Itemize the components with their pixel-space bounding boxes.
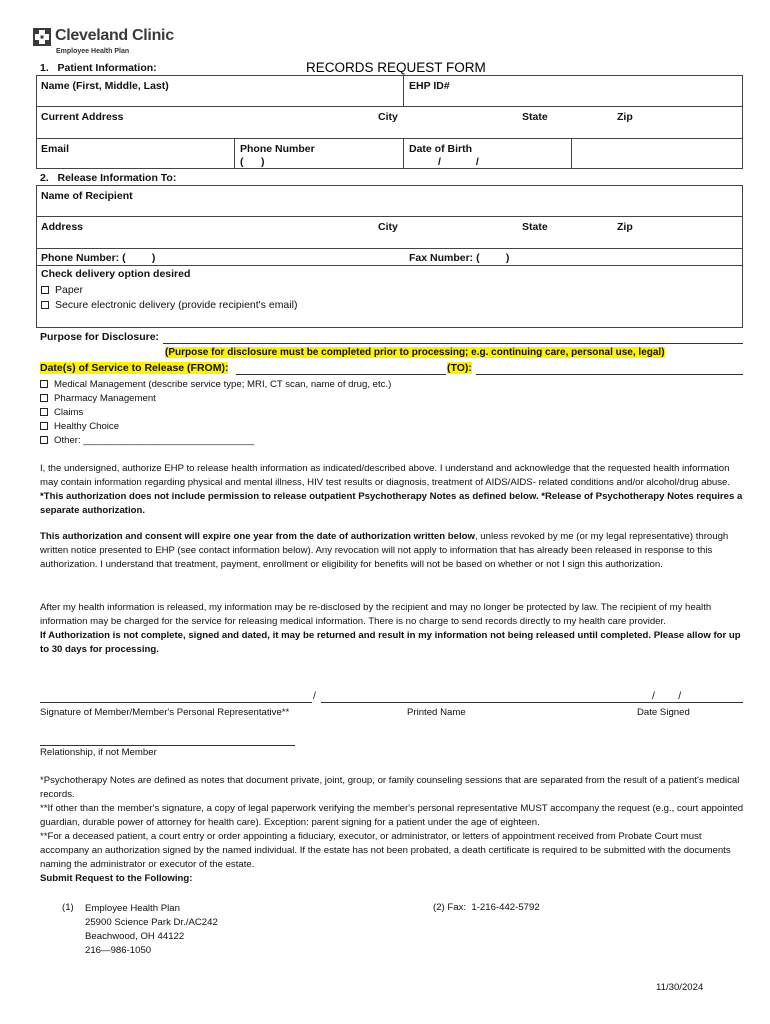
footnote-psychotherapy: *Psychotherapy Notes are defined as notes that document private, joint, group, or family counseling sessions that are separated from the result of a patient's medical records.: [40, 775, 740, 800]
checkbox[interactable]: [40, 408, 48, 416]
divider: [36, 248, 743, 249]
dates-from-label: Date(s) of Service to Release (FROM):: [40, 362, 229, 374]
signature-label: Signature of Member/Member's Personal Representative**: [40, 707, 290, 718]
divider: [36, 138, 743, 139]
date-signed-slashes: / /: [652, 690, 682, 702]
category-pharmacy[interactable]: Pharmacy Management: [40, 393, 156, 404]
checkbox[interactable]: [41, 286, 49, 294]
recipient-zip-field[interactable]: Zip: [617, 221, 633, 233]
form-title: RECORDS REQUEST FORM: [306, 60, 486, 75]
printed-name-label: Printed Name: [407, 707, 466, 718]
recipient-state-field[interactable]: State: [522, 221, 548, 233]
category-medical[interactable]: Medical Management (describe service type; MRI, CT scan, name of drug, etc.): [40, 379, 391, 390]
submit-heading: Submit Request to the Following:: [40, 873, 193, 884]
checkbox[interactable]: [40, 436, 48, 444]
date-signed-label: Date Signed: [637, 707, 690, 718]
email-field[interactable]: Email: [41, 143, 70, 155]
checkbox[interactable]: [40, 380, 48, 388]
dob-slashes: / /: [438, 156, 479, 168]
delivery-heading: Check delivery option desired: [41, 268, 191, 280]
recipient-fax-field[interactable]: Fax Number: ( ): [409, 252, 510, 264]
footnote-representative: **If other than the member's signature, a copy of legal paperwork verifying the member's personal representative MUST accompany the request (e.g., court appointed guardian, durable power of attorney for health care). Exception: parent signing for a patient under the age of eighteen.: [40, 803, 744, 828]
section1-heading: 1. Patient Information:: [40, 62, 157, 74]
category-healthy-choice[interactable]: Healthy Choice: [40, 421, 119, 432]
checkbox[interactable]: [41, 301, 49, 309]
recipient-phone-field[interactable]: Phone Number: ( ): [41, 252, 156, 264]
authorization-paragraph-1: I, the undersigned, authorize EHP to release health information as indicated/described above. I understand and acknowledge that the requested health information may contain information regarding physical and mental illness, HIV test results or diagnosis, treatment of AIDS/AIDS- related conditions and/or alcohol/drug abuse. *This authorization does not include permission to release outpatient Psychotherapy Notes as defined below. *Release of Psychotherapy Notes requires a separate authorization.: [40, 463, 743, 516]
authorization-paragraph-2: This authorization and consent will expire one year from the date of authorization written below, unless revoked by me (or my legal representative) through written notice presented to EHP (see contact information below). Any revocation will not apply to information that has already been released in response to this authorization. I understand that treatment, payment, enrollment or eligibility for benefits will not be based on whether or not I sign this authorization.: [40, 531, 729, 570]
delivery-paper-option[interactable]: Paper: [41, 284, 83, 296]
logo-subtitle: Employee Health Plan: [56, 48, 130, 55]
recipient-address-field[interactable]: Address: [41, 221, 84, 233]
divider: [36, 106, 743, 107]
current-address-field[interactable]: Current Address: [41, 111, 124, 123]
relationship-label: Relationship, if not Member: [40, 747, 157, 758]
signature-input[interactable]: [40, 702, 312, 703]
city-field[interactable]: City: [378, 111, 398, 123]
logo-name: Cleveland Clinic: [55, 27, 174, 44]
printed-name-input[interactable]: [321, 702, 650, 703]
divider: [571, 138, 572, 169]
submit-address: Employee Health Plan 25900 Science Park Dr./AC242 Beachwood, OH 44122 216—986-1050: [85, 903, 218, 956]
submit-number-1: (1): [62, 902, 74, 913]
delivery-electronic-option[interactable]: Secure electronic delivery (provide recipient's email): [41, 299, 297, 311]
checkbox[interactable]: [40, 394, 48, 402]
phone-number-field[interactable]: Phone Number: [240, 143, 315, 155]
divider: [234, 138, 235, 169]
footnotes: [40, 774, 750, 886]
divider: [403, 138, 404, 169]
ehp-id-field[interactable]: EHP ID#: [409, 80, 450, 92]
divider: [403, 75, 404, 107]
recipient-city-field[interactable]: City: [378, 221, 398, 233]
date-signed-input[interactable]: [650, 702, 743, 703]
zip-field[interactable]: Zip: [617, 111, 633, 123]
date-of-birth-field[interactable]: Date of Birth: [409, 143, 472, 155]
footer-date: 11/30/2024: [656, 982, 704, 993]
purpose-input[interactable]: [163, 343, 743, 344]
relationship-input[interactable]: [40, 745, 295, 746]
section2-heading: 2. Release Information To:: [40, 172, 177, 184]
date-to-input[interactable]: [476, 374, 743, 375]
signature-separator: /: [313, 690, 316, 702]
recipient-name-field[interactable]: Name of Recipient: [41, 190, 133, 202]
category-other[interactable]: Other: ________________________________: [40, 435, 254, 446]
date-from-input[interactable]: [236, 374, 446, 375]
checkbox[interactable]: [40, 422, 48, 430]
authorization-paragraph-3: After my health information is released, my information may be re-disclosed by the recipient and may no longer be protected by law. The recipient of my health information may be charged for the service for releasing medical information. There is no charge to send records directly to my health care provider. If Authorization is not complete, signed and dated, it may be returned and result in my information not being released until completed. Please allow for up to 30 days for processing.: [40, 602, 741, 655]
patient-name-field[interactable]: Name (First, Middle, Last): [41, 80, 169, 92]
divider: [36, 265, 743, 266]
category-claims[interactable]: Claims: [40, 407, 83, 418]
submit-fax: (2) Fax: 1-216-442-5792: [433, 902, 540, 913]
phone-parens: ( ): [240, 156, 265, 168]
cleveland-clinic-logo-icon: [33, 28, 51, 46]
footnote-deceased: **For a deceased patient, a court entry or order appointing a fiduciary, executor, or administrator, or letters of appointment received from Probate Court must accompany an authorization signed by the named individual. If the estate has not been probated, a death certificate is required to be submitted with the documents naming the administrator or executor of the estate.: [40, 831, 731, 870]
divider: [36, 216, 743, 217]
dates-to-label: (TO):: [447, 362, 472, 374]
purpose-note: (Purpose for disclosure must be completed prior to processing; e.g. continuing care, personal use, legal): [165, 347, 665, 358]
state-field[interactable]: State: [522, 111, 548, 123]
purpose-label: Purpose for Disclosure:: [40, 331, 160, 343]
